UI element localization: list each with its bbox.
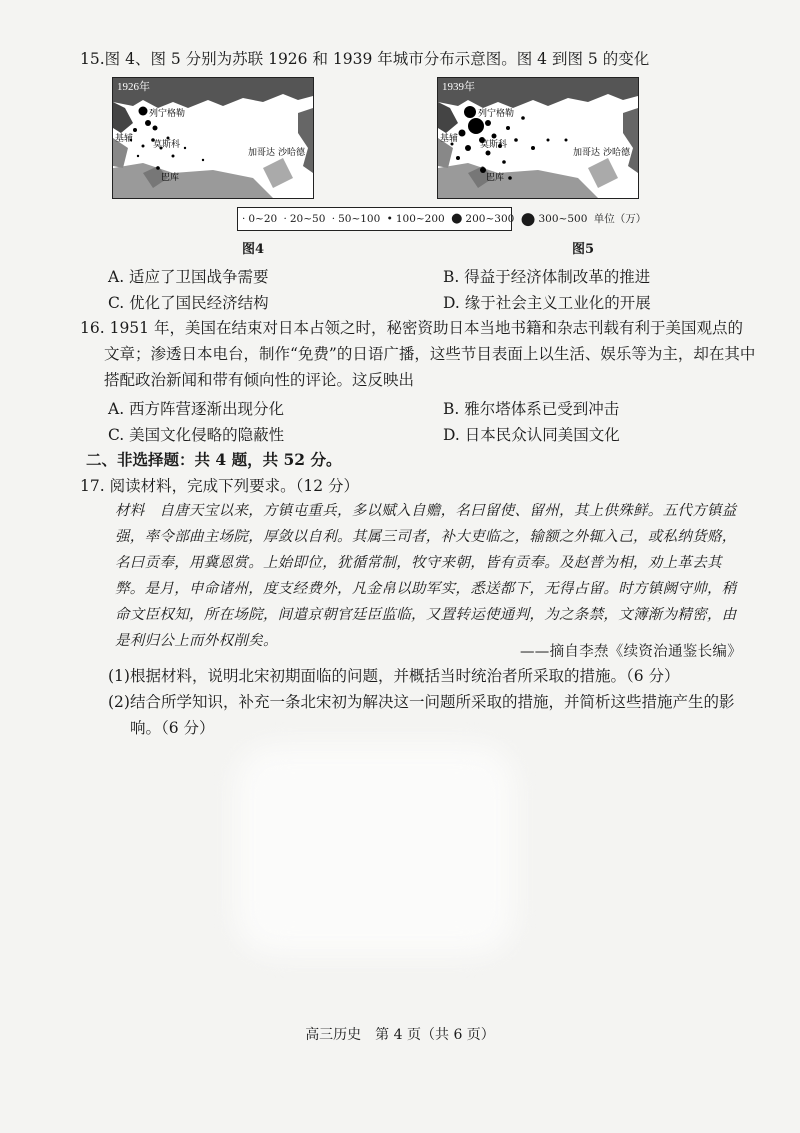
fig5-label: 图5: [572, 242, 595, 257]
svg-text:基辅: 基辅: [115, 133, 134, 143]
q15-option-c[interactable]: C. 优化了国民经济结构: [108, 294, 269, 312]
q17-material-line: 命文臣权知，所在场院，间遣京朝官廷臣监临，又置转运使通判，为之条禁，文簿渐为精密，由: [115, 607, 737, 623]
svg-text:列宁格勒: 列宁格勒: [478, 108, 515, 118]
section2-heading: 二、非选择题：共 4 题，共 52 分。: [86, 450, 342, 469]
svg-text:加哥达: 加哥达: [573, 147, 601, 157]
q15-stem: 15.图 4、图 5 分别为苏联 1926 和 1939 年城市分布示意图。图 4 到图 5 的变化: [80, 50, 650, 68]
map-1926-svg: [113, 78, 313, 198]
q17-material-line: 是利归公上而外权削矣。: [115, 633, 278, 649]
q15-option-a[interactable]: A. 适应了卫国战争需要: [108, 268, 269, 286]
q17-sub2-line2: 响。（6 分）: [130, 719, 215, 737]
legend-item: 100~200: [395, 213, 445, 225]
q17-source: ——摘自李焘《续资治通鉴长编》: [520, 644, 742, 660]
svg-text:沙哈德: 沙哈德: [278, 147, 306, 157]
svg-text:莫斯科: 莫斯科: [480, 139, 508, 149]
legend-dot-icon: •: [386, 213, 393, 225]
q16-stem-line3: 搭配政治新闻和带有倾向性的评论。这反映出: [104, 371, 415, 389]
legend-dot-icon: ●: [451, 211, 463, 226]
q16-option-c[interactable]: C. 美国文化侵略的隐蔽性: [108, 426, 285, 444]
svg-text:莫斯科: 莫斯科: [153, 139, 181, 149]
map-1939-svg: [438, 78, 638, 198]
legend-dot-icon: ·: [283, 213, 287, 225]
legend-dot-icon: ·: [331, 213, 336, 225]
q16-option-d[interactable]: D. 日本民众认同美国文化: [443, 426, 620, 444]
map-1926: [112, 77, 314, 199]
q16-stem-line2: 文章；渗透日本电台，制作“免费”的日语广播，这些节目表面上以生活、娱乐等为主，却在其中: [104, 345, 756, 363]
legend-dot-icon: ●: [520, 209, 536, 229]
q17-material-line: 强，率令部曲主场院，厚敛以自利。其属三司者，补大吏临之，输额之外辄入己，或私纳货赂，: [115, 529, 737, 545]
erased-area: [235, 745, 515, 955]
fig4-label: 图4: [242, 242, 265, 257]
map-legend: [237, 207, 647, 231]
q16-option-b[interactable]: B. 雅尔塔体系已受到冲击: [443, 400, 620, 418]
map-1939: [437, 77, 639, 199]
svg-text:1926年: 1926年: [117, 81, 150, 93]
legend-item: 300~500: [538, 213, 588, 225]
svg-text:加哥达: 加哥达: [248, 147, 276, 157]
legend-item: 200~300: [465, 213, 515, 225]
q15-maps: [112, 77, 647, 257]
svg-text:巴库: 巴库: [486, 172, 505, 182]
svg-text:巴库: 巴库: [161, 172, 180, 182]
svg-text:沙哈德: 沙哈德: [603, 147, 631, 157]
q16-stem-line1: 16. 1951 年，美国在结束对日本占领之时，秘密资助日本当地书籍和杂志刊载有利于美国观点的: [80, 319, 743, 337]
legend-unit: 单位（万）: [593, 213, 647, 225]
q17-stem: 17. 阅读材料，完成下列要求。（12 分）: [80, 477, 359, 495]
q17-sub1: (1)根据材料，说明北宋初期面临的问题，并概括当时统治者所采取的措施。（6 分）: [108, 667, 680, 685]
svg-text:基辅: 基辅: [440, 133, 459, 143]
svg-text:1939年: 1939年: [442, 81, 475, 93]
q15-option-b[interactable]: B. 得益于经济体制改革的推进: [443, 268, 651, 286]
q15-option-d[interactable]: D. 缘于社会主义工业化的开展: [443, 294, 651, 312]
legend-item: 20~50: [289, 213, 326, 225]
q17-material-line: 名曰贡奉，用冀恩赏。上始即位，犹循常制，牧守来朝，皆有贡奉。及赵普为相，劝上革去其: [115, 555, 722, 571]
legend-dot-icon: ·: [242, 213, 246, 225]
q17-material-line: 材料 自唐天宝以来，方镇屯重兵，多以赋入自赡，名曰留使、留州，其上供殊鲜。五代方镇益: [115, 503, 737, 519]
legend-item: 0~20: [248, 213, 278, 225]
svg-text:列宁格勒: 列宁格勒: [149, 108, 186, 118]
q16-option-a[interactable]: A. 西方阵营逐渐出现分化: [108, 400, 285, 418]
page-footer: 高三历史 第 4 页（共 6 页）: [305, 1027, 495, 1043]
q17-material-line: 弊。是月，申命诸州，度支经费外，凡金帛以助军实，悉送都下，无得占留。时方镇阙守帅，稍: [115, 581, 737, 597]
legend-item: 50~100: [338, 213, 381, 225]
q17-sub2-line1: (2)结合所学知识，补充一条北宋初为解决这一问题所采取的措施，并简析这些措施产生的影: [108, 693, 735, 711]
